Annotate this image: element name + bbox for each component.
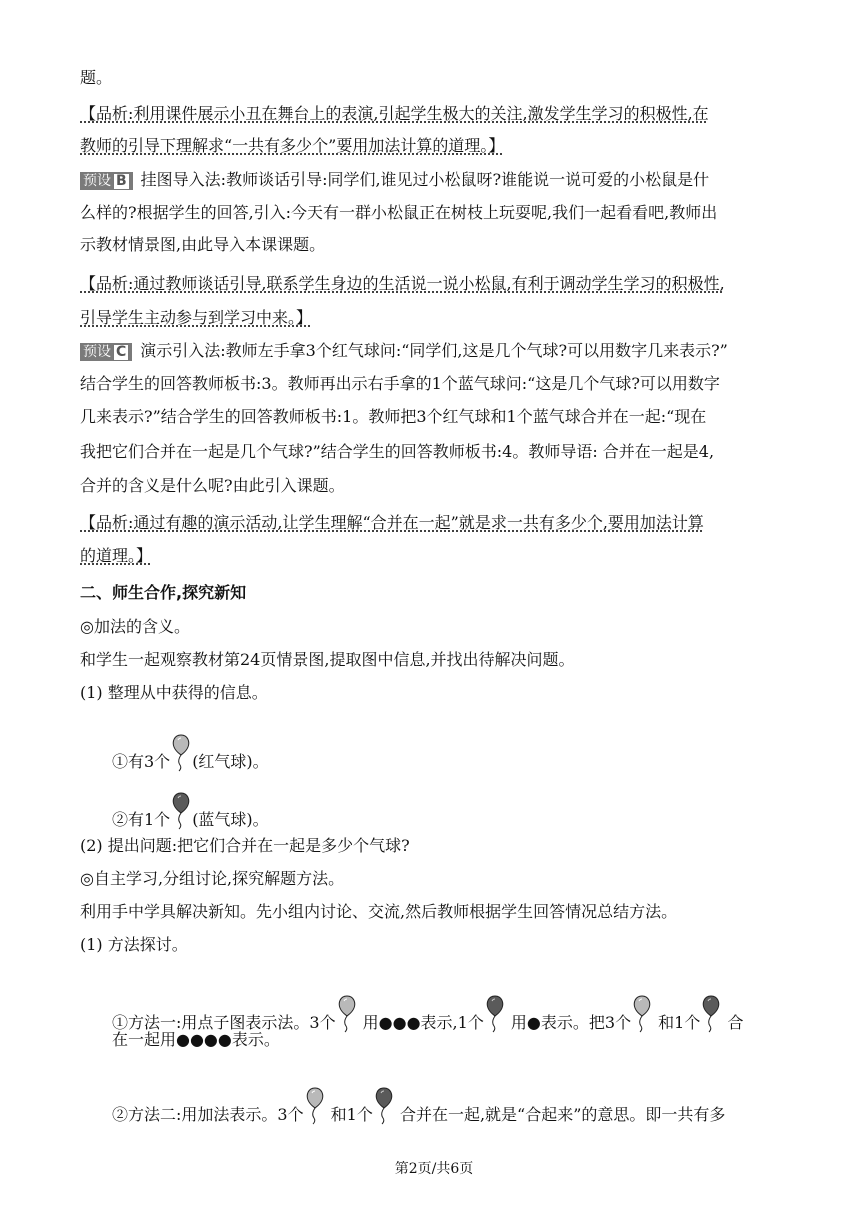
text-line: 结合学生的回答教师板书:3。教师再出示右手拿的1个蓝气球问:“这是几个气球?可以用数字 xyxy=(80,374,720,393)
balloon-dark-icon xyxy=(170,791,192,831)
text-line: 和学生一起观察教材第24页情景图,提取图中信息,并找出待解决问题。 xyxy=(80,650,575,669)
text-line: 示教材情景图,由此导入本课课题。 xyxy=(80,235,326,254)
analysis-note: 教师的引导下理解求“一共有多少个”要用加法计算的道理。】 xyxy=(80,136,505,155)
preset-tag-c: 预设 C xyxy=(80,343,132,361)
balloon-light-icon xyxy=(631,994,653,1034)
balloon-dark-icon xyxy=(700,994,722,1034)
text-line: 在一起用●●●●表示。 xyxy=(112,1030,280,1049)
text-line: (1) 整理从中获得的信息。 xyxy=(80,683,268,702)
text-line: 合并的含义是什么呢?由此引入课题。 xyxy=(80,476,345,495)
analysis-note: 【品析:通过教师谈话引导,联系学生身边的生活说一说小松鼠,有利于调动学生学习的积极性, xyxy=(80,274,725,293)
text-line: (1) 方法探讨。 xyxy=(80,935,188,954)
text-line: ◎加法的含义。 xyxy=(80,617,190,636)
text-line: 预设 B 挂图导入法:教师谈话引导:同学们,谁见过小松鼠呀?谁能说一说可爱的小松鼠是什 xyxy=(80,170,709,190)
text-line: 题。 xyxy=(80,68,113,87)
balloon-dark-icon xyxy=(373,1086,395,1126)
preset-tag-b: 预设 B xyxy=(80,172,133,190)
text-line: 么样的?根据学生的回答,引入:今天有一群小松鼠正在树枝上玩耍呢,我们一起看看吧,教师出 xyxy=(80,203,718,222)
page-footer: 第2页/共6页 xyxy=(394,1161,474,1177)
balloon-light-icon xyxy=(336,994,358,1034)
text-line: 利用手中学具解决新知。先小组内讨论、交流,然后教师根据学生回答情况总结方法。 xyxy=(80,902,678,921)
analysis-note: 引导学生主动参与到学习中来。】 xyxy=(80,308,313,327)
text-line: 我把它们合并在一起是几个气球?”结合学生的回答教师板书:4。教师导语: 合并在一起是4, xyxy=(80,442,715,461)
balloon-light-icon xyxy=(170,733,192,773)
analysis-note: 的道理。】 xyxy=(80,546,153,565)
text-line: 几来表示?”结合学生的回答教师板书:1。教师把3个红气球和1个蓝气球合并在一起:“现在 xyxy=(80,407,707,426)
text-line: ②方法二:用加法表示。3个 和1个 合并在一起,就是“合起来”的意思。即一共有多 xyxy=(112,1086,725,1126)
section-heading: 二、师生合作,探究新知 xyxy=(80,583,247,602)
text-line: (2) 提出问题:把它们合并在一起是多少个气球? xyxy=(80,836,410,855)
balloon-light-icon xyxy=(304,1086,326,1126)
analysis-note: 【品析:利用课件展示小丑在舞台上的表演,引起学生极大的关注,激发学生学习的积极性,在 xyxy=(80,104,709,123)
text-line: 预设 C 演示引入法:教师左手拿3个红气球问:“同学们,这是几个气球?可以用数字几来表示?” xyxy=(80,341,728,361)
text-line: ①有3个 (红气球)。 xyxy=(112,733,269,773)
balloon-dark-icon xyxy=(484,994,506,1034)
text-line: ①方法一:用点子图表示法。3个 用●●●表示,1个 用●表示。把3个 和1个 合 xyxy=(112,994,743,1034)
text-line: ②有1个 (蓝气球)。 xyxy=(112,791,269,831)
analysis-note: 【品析:通过有趣的演示活动,让学生理解“合并在一起”就是求一共有多少个,要用加法计算 xyxy=(80,513,704,532)
text-line: ◎自主学习,分组讨论,探究解题方法。 xyxy=(80,869,345,888)
